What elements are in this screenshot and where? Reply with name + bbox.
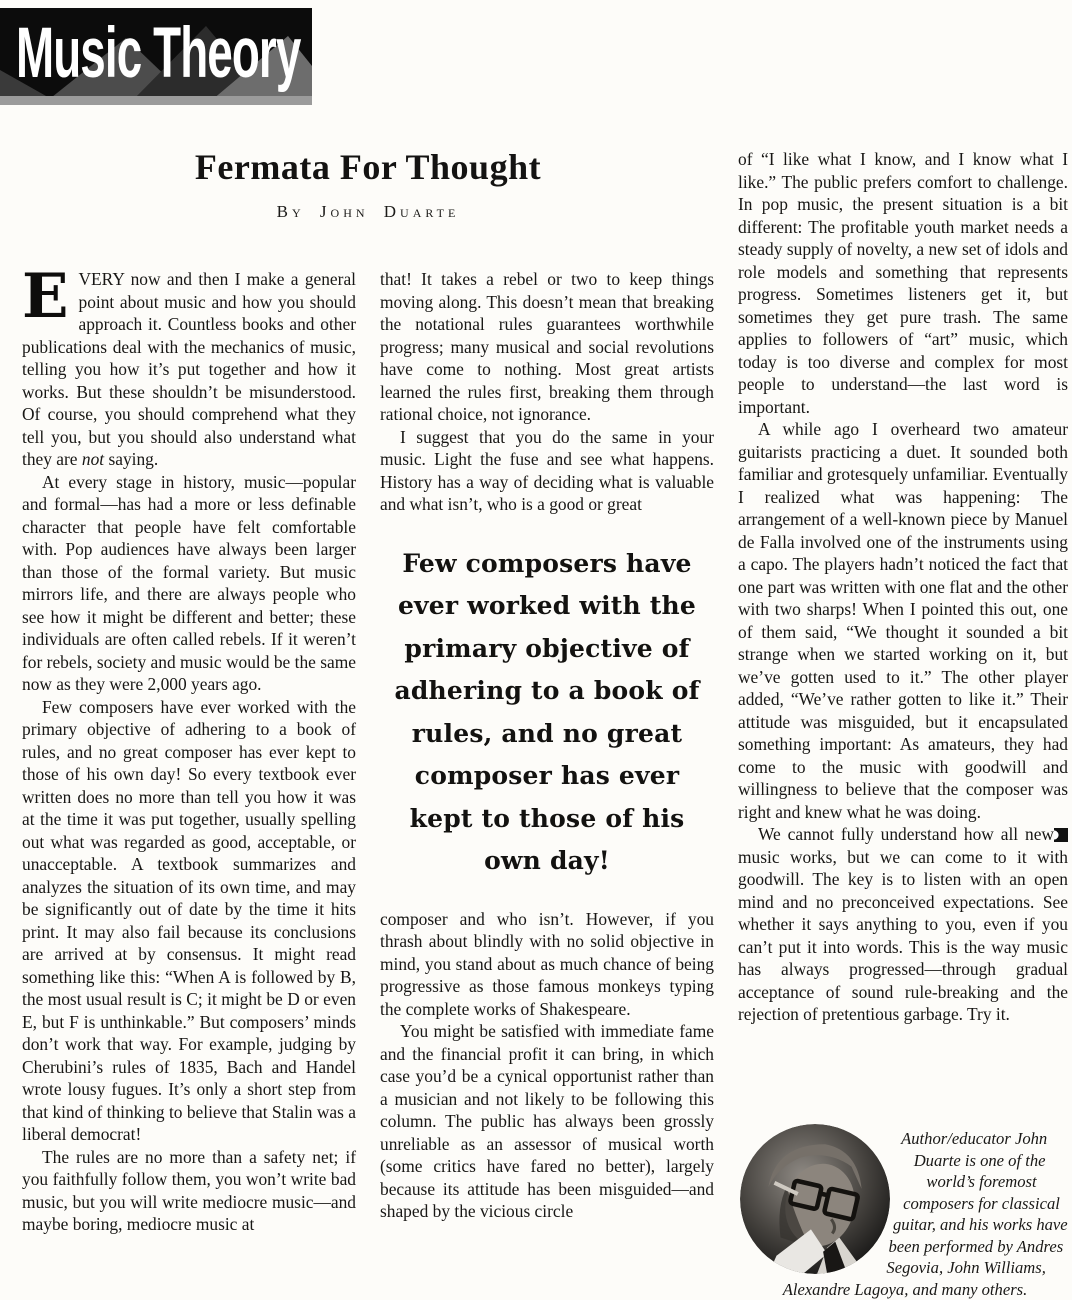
section-title: Music Theory xyxy=(16,13,301,94)
body-text: We cannot fully understand how all new music works, but we can come to it with goodwill. The key is to listen with an open mind and no preconceived expectations. See whether it says anything to you, even if you can’t put it into words. This is the way music has always progressed—through gradual acceptance of sound rule-breaking and the rejection of pretentious garbage. Try it. xyxy=(738,824,1068,1024)
article-column-2 xyxy=(380,268,714,1223)
paragraph-last xyxy=(738,823,1068,1026)
pull-quote: Few composers have ever worked with the primary objective of adhering to a book of rules, and no great composer has ever kept to those of his own day! xyxy=(394,548,700,875)
body-text: VERY now and then I make a general point about music and how you should approach it. Countless books and other publications deal with the mechanics of music, telling you how it’s put together and how it works. But these shouldn’t be misunderstood. Of course, you should comprehend what they tell you, but you should also understand what they are xyxy=(22,269,356,469)
body-text-italic: not xyxy=(81,449,105,469)
author-photo-image xyxy=(740,1124,890,1274)
article-column-3 xyxy=(738,148,1068,1026)
paragraph: Few composers have ever worked with the primary objective of adhering to a book of rules, and no great composer has ever kept to those of his own day! So every textbook ever written does no more than tell you how it was at the time it was put together, usually spelling out what was regarded as good, acceptable, or unacceptable. A textbook summarizes and analyzes the situation of its own time, and may be significantly out of date by the time it hits print. It may also fail because its conclusions are arrived at by consensus. It might read something like this: “When A is followed by B, the most usual result is C; it might be D or even E, but F is unthinkable.” But composers’ minds don’t work that way. For example, judging by Cherubini’s rules of 1835, Bach and Handel wrote lousy fugues. It’s only a short step from that kind of thinking to believe that Stalin was a liberal democrat! xyxy=(22,696,356,1144)
body-text: saying. xyxy=(104,449,159,469)
paragraph: that! It takes a rebel or two to keep things moving along. This doesn’t mean that breaking the notational rules guarantees worthwhile progress; many musical and social revolutions have come to nothing. Most great artists learned the rules first, breaking them through rational choice, not ignorance. xyxy=(380,269,714,424)
article-column-1 xyxy=(22,261,356,1236)
paragraph: I suggest that you do the same in your music. Light the fuse and see what happens. History has a way of deciding what is valuable and what isn’t, who is a good or great xyxy=(380,426,714,514)
paragraph: At every stage in history, music—popular and formal—has had a more or less definable character that people have felt comfortable with. Pop audiences have always been larger than those of the formal variety. But music mirrors life, and there are always people who see how it might be different and better; these individuals are often called rebels. If it weren’t for rebels, society and music would be the same now as they were 2,000 years ago. xyxy=(22,471,356,694)
paragraph: The rules are no more than a safety net; if you faithfully follow them, you won’t write bad music, but you will write mediocre music—and maybe boring, mediocre music at xyxy=(22,1146,356,1234)
paragraph: composer and who isn’t. However, if you thrash about blindly with no solid objective in mind, you stand about as much chance of being progressive as those famous monkeys typing the complete works of Shakespeare. xyxy=(380,908,714,1019)
article-byline: By John Duarte xyxy=(276,202,460,221)
paragraph-lead xyxy=(22,261,356,471)
paragraph: of “I like what I know, and I know what I like.” The public prefers comfort to challenge. In pop music, the present situation is a bit different: The profitable youth market needs a steady supply of novelty, a new set of idols and role models and something that represents progress. Sometimes listeners get it, but sometimes they get pure trash. The same applies to followers of “art” music, which today is too diverse and complex for most people to understand—the last word is important. xyxy=(738,149,1068,417)
article-title: Fermata For Thought xyxy=(194,147,542,187)
author-bio-text: Author/educator John Duarte is one of the world’s foremost composers for classical guitar, and his works have been performed by Andres Segovia, John Williams, Alexandre Lagoya, and many others. xyxy=(782,1129,1068,1299)
author-bio xyxy=(740,1120,1070,1300)
author-photo xyxy=(740,1124,890,1274)
paragraph: A while ago I overheard two amateur guitarists practicing a duet. It sounded both familiar and grotesquely unfamiliar. Eventually I realized what was happening: The arrangement of a well-known piece by Manuel de Falla involved one of the instruments using a capo. The players hadn’t noticed the fact that one part was written with one flat and the other with two sharps! When I pointed this out, one of them said, “We thought it sounded a bit strange when we started working on it, but we’ve gotten used to it.” The other player added, “We’ve rather gotten to like it.” Their attitude was misguided, but it encapsulated something important: As amateurs, they had come to the music with goodwill and willingness to believe that the composer was right and knew what he was doing. xyxy=(738,419,1068,822)
article-header xyxy=(22,146,714,222)
drop-cap: E xyxy=(22,261,69,332)
paragraph: You might be satisfied with immediate fame and the financial profit it can bring, in which case you’d be a cynical opportunist rather than a musician and not likely to be following this column. The public has always been grossly unreliable as an assessor of musical worth (some critics have fared no better), largely because its attitude has been misguided—and shaped by the vicious circle xyxy=(380,1021,714,1221)
section-banner xyxy=(0,8,312,105)
end-of-article-icon xyxy=(1054,828,1068,842)
